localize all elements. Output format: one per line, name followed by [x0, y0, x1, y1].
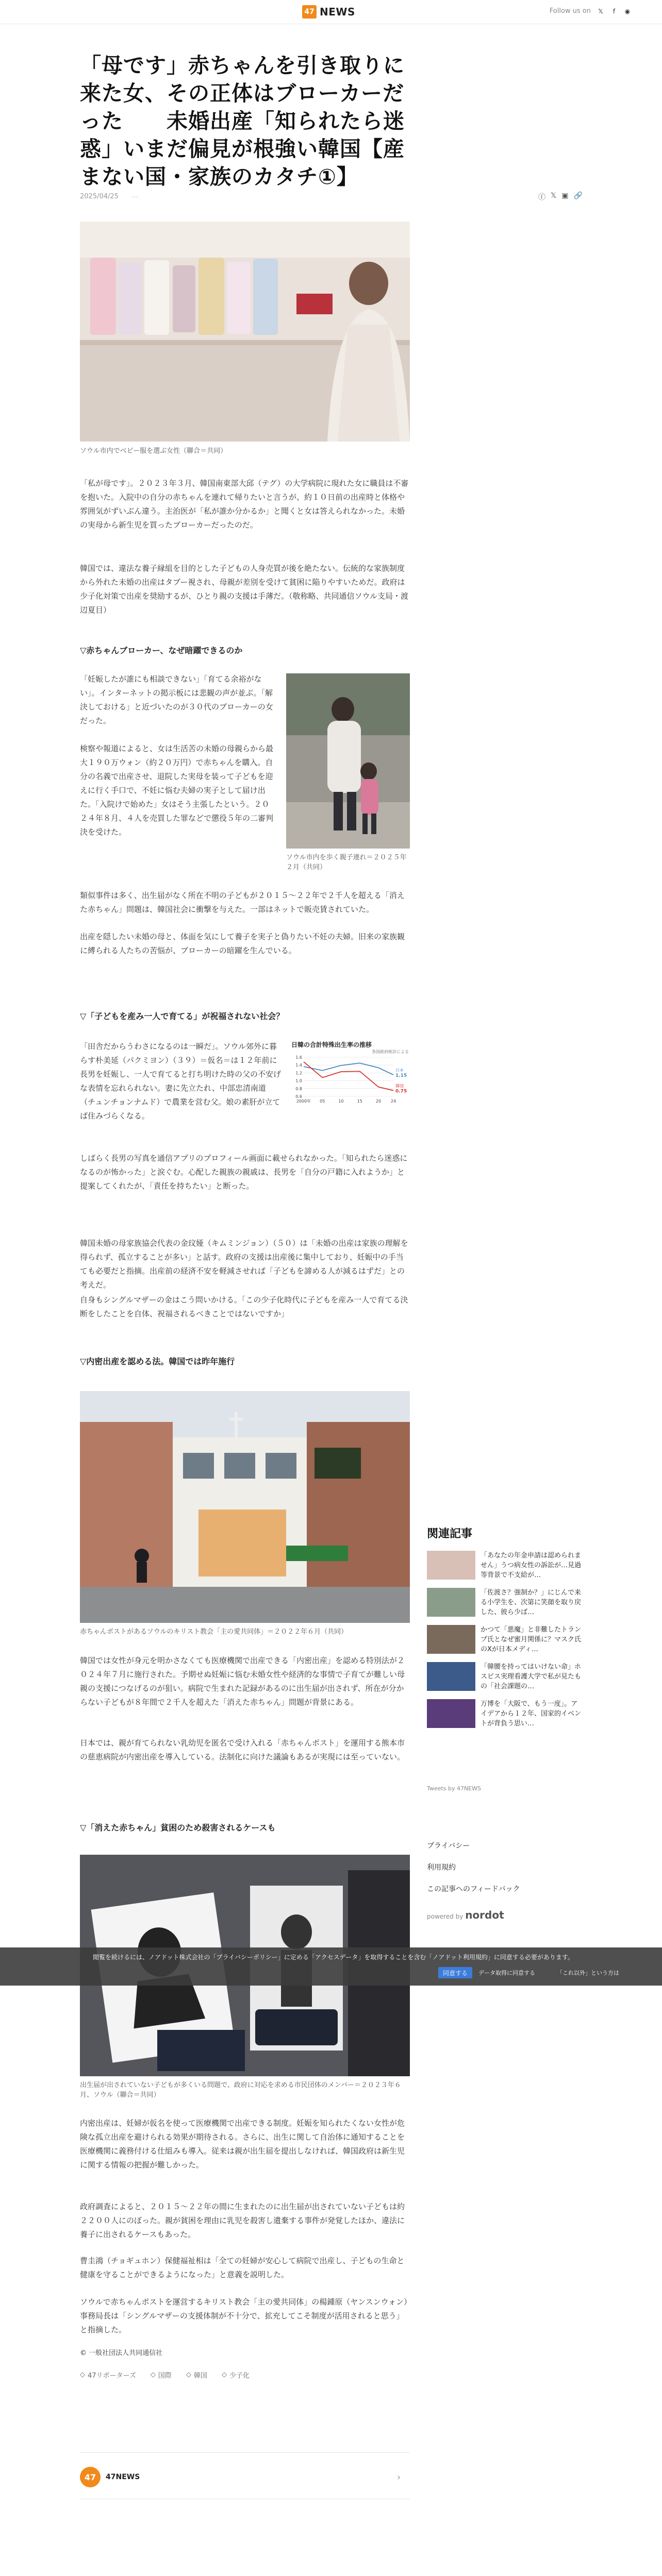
logo-text: NEWS [320, 6, 355, 18]
article-meta [80, 192, 583, 204]
consent-banner [0, 1947, 662, 1986]
paragraph-1: 「私が母です」。２０２３年３月、韓国南東部大邱（テグ）の大学病院に現れた女に職員は不審を抱いた。入院中の自分の赤ちゃんを連れて帰りたいと言うが、約１０日前の出産時と体格や雰囲気がずいぶん違う。主治医が「私が誰か分かるか」と聞くと女は答えられなかった。未婚の実母から新生児を買ったブローカーだったのだ。 [80, 479, 409, 530]
article-header [80, 52, 410, 191]
figure-caption-4: 出生届が出されていない子どもが多くいる問題で、政府に対応を求める市民団体のメンバー＝２０２３年６月、ソウル（聯合＝共同） [80, 2081, 401, 2099]
publisher-badge: 47 [80, 2467, 101, 2487]
article-title: 「母です」赤ちゃんを引き取りに来た女、その正体はブローカーだった 未婚出産「知られたら迷惑」いまだ偏見が根強い韓国【産まない国・家族のカタチ①】 [80, 53, 405, 189]
related-thumbnail [427, 1625, 475, 1654]
publisher-link[interactable] [80, 2467, 140, 2487]
paragraph-7: 「田舎だからうわさになるのは一瞬だ」。ソウル郊外に暮らす朴美延（パクミヨン）（３９）＝仮名＝は１２年前に長男を妊娠し、一人で育てると打ち明けた時の父の不安げな表情を忘れられない。妻に先立たれ、中部忠清南道（チュンチョンナムド）で農業を営む父。娘の素肝が立てば住みづらくなる。 [80, 1042, 282, 1121]
data-end-label: 0.75 [395, 1089, 407, 1094]
chevron-right-icon[interactable]: › [397, 2472, 401, 2483]
series-name-label: 韓国 [395, 1083, 404, 1089]
related-article-title: 「あなたの年金申請は認められません」うつ病女性の訴訟が…見過等背景で不支給が… [481, 1552, 582, 1579]
privacy-link[interactable]: プライバシー [427, 1842, 470, 1850]
footer-divider-top [80, 2452, 410, 2453]
powered-by [427, 1909, 504, 1921]
paragraph-12: 日本では、親が育てられない乳幼児を匿名で受け入れる「赤ちゃんポスト」を運用する熊本市の慈恵病院が内密出産を導入している。法制化に向けた議論もあるが実現には至っていない。 [80, 1738, 405, 1761]
x-tick-label: 15 [357, 1099, 362, 1104]
photo-baby-clothes [80, 222, 410, 442]
related-thumbnail [427, 1551, 475, 1580]
chart-title: 日韓の合計特殊出生率の推移 [291, 1041, 372, 1048]
series-name-label: 日本 [395, 1068, 404, 1073]
series-line-korea [304, 1062, 393, 1090]
section-heading-4: ▽「消えた赤ちゃん」貧困のため殺害されるケースも [80, 1823, 276, 1833]
consent-decline-link[interactable]: 「これ以外」という方は [557, 1970, 619, 1976]
x-tick-label: 24 [390, 1099, 396, 1104]
related-article-title: 「韓腰を持ってはいけない命」ホスピス実理看護大学で私が見たもの「社会課題の… [481, 1663, 582, 1690]
data-end-label: 1.15 [395, 1073, 407, 1079]
x-tick-label: 2000年 [296, 1099, 311, 1104]
figure-caption-3: 赤ちゃんポストがあるソウルのキリスト教会「主の愛共同体」＝２０２２年６月（共同） [80, 1628, 348, 1636]
paragraph-11: 韓国では女性が身元を明かさなくても医療機関で出産できる「内密出産」を認める特別法が２０２４年７月に施行された。予期せぬ妊娠に悩む未婚女性や経済的な事情で子育てが難しい母親の支援につなげるのが狙い。病院で生まれた記録があるのに出生届が出されず、所在が分からない子どもが８年間で２千人を超えた「消えた赤ちゃん」問題が背景にある。 [80, 1656, 405, 1707]
line-icon[interactable]: ◉ [624, 7, 631, 15]
tag-item[interactable] [222, 2370, 250, 2380]
section-heading-2: ▽「子どもを産み一人で育てる」が祝福されない社会？ [80, 1011, 285, 1021]
photo-church-image [80, 1391, 410, 1623]
y-tick-label: 1.6 [295, 1055, 302, 1060]
facebook-icon[interactable]: ⓕ [538, 193, 546, 201]
related-article-title: 「佐渡さ？強制か？」にじんで来る小学生を、次第に笑顔を取り戻した、彼ら少ば… [481, 1589, 582, 1616]
related-articles-title: 関連記事 [427, 1528, 473, 1540]
paragraph-4: 検察や報道によると、女は生活苦の未婚の母親らから最大１９０万ウォン（約２０万円）で赤ちゃんを購入。自分の名義で出産させ、退院した実母を装って子どもを迎えに行く手口で、不妊に悩む夫婦の実子として届け出た。「入院けで始めた」女はそう主張したという。２０２４年８月、４人を売買した罪などで懲役５年の二審判決を受けた。 [80, 744, 274, 837]
related-thumbnail [427, 1699, 475, 1728]
tag-label: 47リポーターズ [88, 2372, 136, 2380]
tweets-widget[interactable]: Tweets by 47NEWS [427, 1785, 481, 1792]
tag-icon: ◇ [150, 2371, 156, 2379]
paragraph-8: しばらく長男の写真を通信アプリのプロフィール画面に載せられなかった。「知られたら迷惑になるのが怖かった」と涙ぐむ。心配した親族の親戚は、長男を「自分の戸籍に入れようか」と提案してくれたが、「責任を持ちたい」と断った。 [80, 1154, 408, 1191]
related-article[interactable] [427, 1662, 582, 1693]
feedback-link[interactable]: この記事へのフィードバック [427, 1885, 520, 1893]
x-tick-label: 05 [320, 1099, 325, 1104]
paragraph-15: 曹圭鴻（チョギュホン）保健福祉相は「全ての妊婦が安心して病院で出産し、子どもの生命と健康を守ることができるようになった」と意義を説明した。 [80, 2256, 405, 2279]
tag-label: 少子化 [229, 2372, 250, 2380]
facebook-icon[interactable]: f [613, 7, 616, 15]
terms-link[interactable]: 利用規約 [427, 1863, 456, 1872]
powered-by-label: powered by [427, 1913, 464, 1920]
section-heading-3: ▽内密出産を認める法。韓国では昨年施行 [80, 1357, 235, 1366]
tag-label: 国際 [158, 2372, 172, 2380]
y-tick-label: 1.2 [295, 1071, 302, 1076]
link-icon[interactable]: 🔗 [573, 192, 583, 200]
photo-baby-clothes-image [80, 222, 410, 442]
share-buttons [538, 192, 583, 202]
x-icon[interactable]: 𝕏 [598, 7, 603, 15]
consent-option-link[interactable]: データ取得に同意する [478, 1970, 535, 1976]
line-icon[interactable]: ▣ [561, 192, 569, 200]
paragraph-9: 韓国未婚の母家族協会代表の金玟娅（キムミンジョン）（５０）は「未婚の出産は家族の理解を得られず、孤立することが多い」と話す。政府の支援は出産後に集中しており、妊娠中の手当ても必要だと指摘。出産前の経済不安を軽減させれば「子どもを諦める人が減るはずだ」との考えだ。 [80, 1239, 408, 1290]
related-article[interactable] [427, 1699, 582, 1730]
tag-label: 韓国 [193, 2372, 207, 2380]
tag-icon: ◇ [221, 2371, 227, 2379]
top-bar [0, 0, 662, 24]
publisher-name: 47NEWS [106, 2473, 140, 2481]
sidebar-links [427, 1840, 582, 1905]
nordot-logo[interactable]: nordot [465, 1909, 504, 1921]
related-article-title: かつて「悪魔」と非難したトランプ氏となぜ蜜月関係に？マスク氏のXが日本メディ… [481, 1626, 582, 1653]
paragraph-2: 韓国では、違法な養子縁組を目的とした子どもの人身売買が後を絶たない。伝統的な家族制度から外れた未婚の出産はタブー視され、母親が差別を受けて貧困に陥りやすいためだ。政府は少子化対策で出産を奨励するが、ひとり親の支援は手薄だ。（敬称略、共同通信ソウル支局・渡辺夏目） [80, 564, 409, 615]
paragraph-14: 政府調査によると、２０１５〜２２年の間に生まれたのに出生届が出されていない子どもは約２２００人にのぼった。親が貧困を理由に乳児を殺害し遺棄する事件が発覚したほか、違法に養子に出されるケースもあった。 [80, 2202, 405, 2239]
x-tick-label: 20 [375, 1099, 382, 1104]
related-thumbnail [427, 1588, 475, 1617]
tag-item[interactable] [80, 2370, 136, 2380]
birth-rate-chart-svg [290, 1041, 410, 1107]
chart-source: 各国政府統計による [372, 1049, 409, 1054]
paragraph-13: 内密出産は、妊婦が仮名を使って医療機関で出産できる制度。妊娠を知られたくない女性が危険な孤立出産を避けられる効果が期待される。さらに、出生に関して自治体に通知することを医療機関に義務付ける仕組みも導入。従来は親が出生届を提出しなければ、韓国政府は新生児に関する情報の把握が難しかった。 [80, 2119, 405, 2170]
y-tick-label: 1.4 [295, 1063, 302, 1068]
y-tick-label: 0.6 [295, 1094, 302, 1099]
related-thumbnail [427, 1662, 475, 1691]
related-article[interactable] [427, 1625, 582, 1656]
tag-list [80, 2370, 250, 2380]
y-tick-label: 0.8 [295, 1086, 302, 1091]
paragraph-3: 「妊娠したが誰にも相談できない」「育てる余裕がない」。インターネットの掲示板には悲観の声が並ぶ。「解決しておける」と近づいたのが３０代のブローカーの女だった。 [80, 674, 273, 725]
figure-caption-1: ソウル市内でベビー服を選ぶ女性（聯合＝共同） [80, 447, 227, 455]
related-article[interactable] [427, 1551, 582, 1582]
article-date: 2025/04/25 [80, 193, 119, 200]
paragraph-16: ソウルで赤ちゃんポストを運営するキリスト教会「主の愛共同体」の楊鍾原（ヤンスンウォン）事務局長は「シングルマザーの支援体制が不十分で、拡充してこそ制度が活用されると思う」と指摘した。 [80, 2297, 408, 2334]
consent-accept-button[interactable]: 同意する [438, 1967, 472, 1978]
tag-item[interactable] [151, 2370, 172, 2380]
more-menu[interactable]: … [131, 192, 138, 199]
follow-us [550, 7, 631, 15]
related-article-title: 万博を「大阪で、もう一度」。アイデアから１２年、国家的イベントが背負う思い… [481, 1700, 582, 1727]
tag-item[interactable] [186, 2370, 207, 2380]
logo-badge: 47 [302, 5, 317, 19]
y-tick-label: 1.0 [295, 1078, 302, 1083]
copyright: © 一般社団法人共同通信社 [80, 2349, 163, 2357]
x-icon[interactable]: 𝕏 [551, 192, 557, 200]
related-article[interactable] [427, 1588, 582, 1619]
tag-icon: ◇ [80, 2371, 85, 2379]
section-heading-1: ▽赤ちゃんブローカー、なぜ暗躍できるのか [80, 646, 243, 655]
tag-icon: ◇ [186, 2371, 191, 2379]
figure-caption-2: ソウル市内を歩く親子連れ＝２０２５年２月（共同） [286, 854, 407, 871]
paragraph-6: 出産を隠したい未婚の母と、体面を気にして養子を実子と偽りたい不妊の夫婦。旧来の家族観に縛られる人たちの苦悩が、ブローカーの暗躍を生んでいる。 [80, 932, 405, 955]
paragraph-10: 自身もシングルマザーの金はこう問いかける。「この少子化時代に子どもを産み一人で育てる決断をしたことを自体、祝福されるべきことではないですか」 [80, 1295, 408, 1318]
photo-parent-child [286, 673, 410, 849]
x-tick-label: 10 [338, 1099, 344, 1104]
paragraph-5: 類似事件は多く、出生届がなく所在不明の子どもが２０１５〜２２年で２千人を超える「消えた赤ちゃん」問題は、韓国社会に衝撃を与えた。一部はネットで販売賃されていた。 [80, 891, 405, 914]
birth-rate-chart [290, 1041, 410, 1107]
photo-parent-child-image [286, 673, 410, 849]
photo-church [80, 1391, 410, 1623]
follow-us-label: Follow us on [549, 7, 591, 15]
consent-text: 閲覧を続けるには、ノアドット株式会社の「プライバシーポリシー」に定める「アクセスデータ」を取得することを含む「ノアドット利用規約」に同意する必要があります。 [93, 1954, 574, 1961]
site-logo[interactable] [302, 5, 355, 19]
